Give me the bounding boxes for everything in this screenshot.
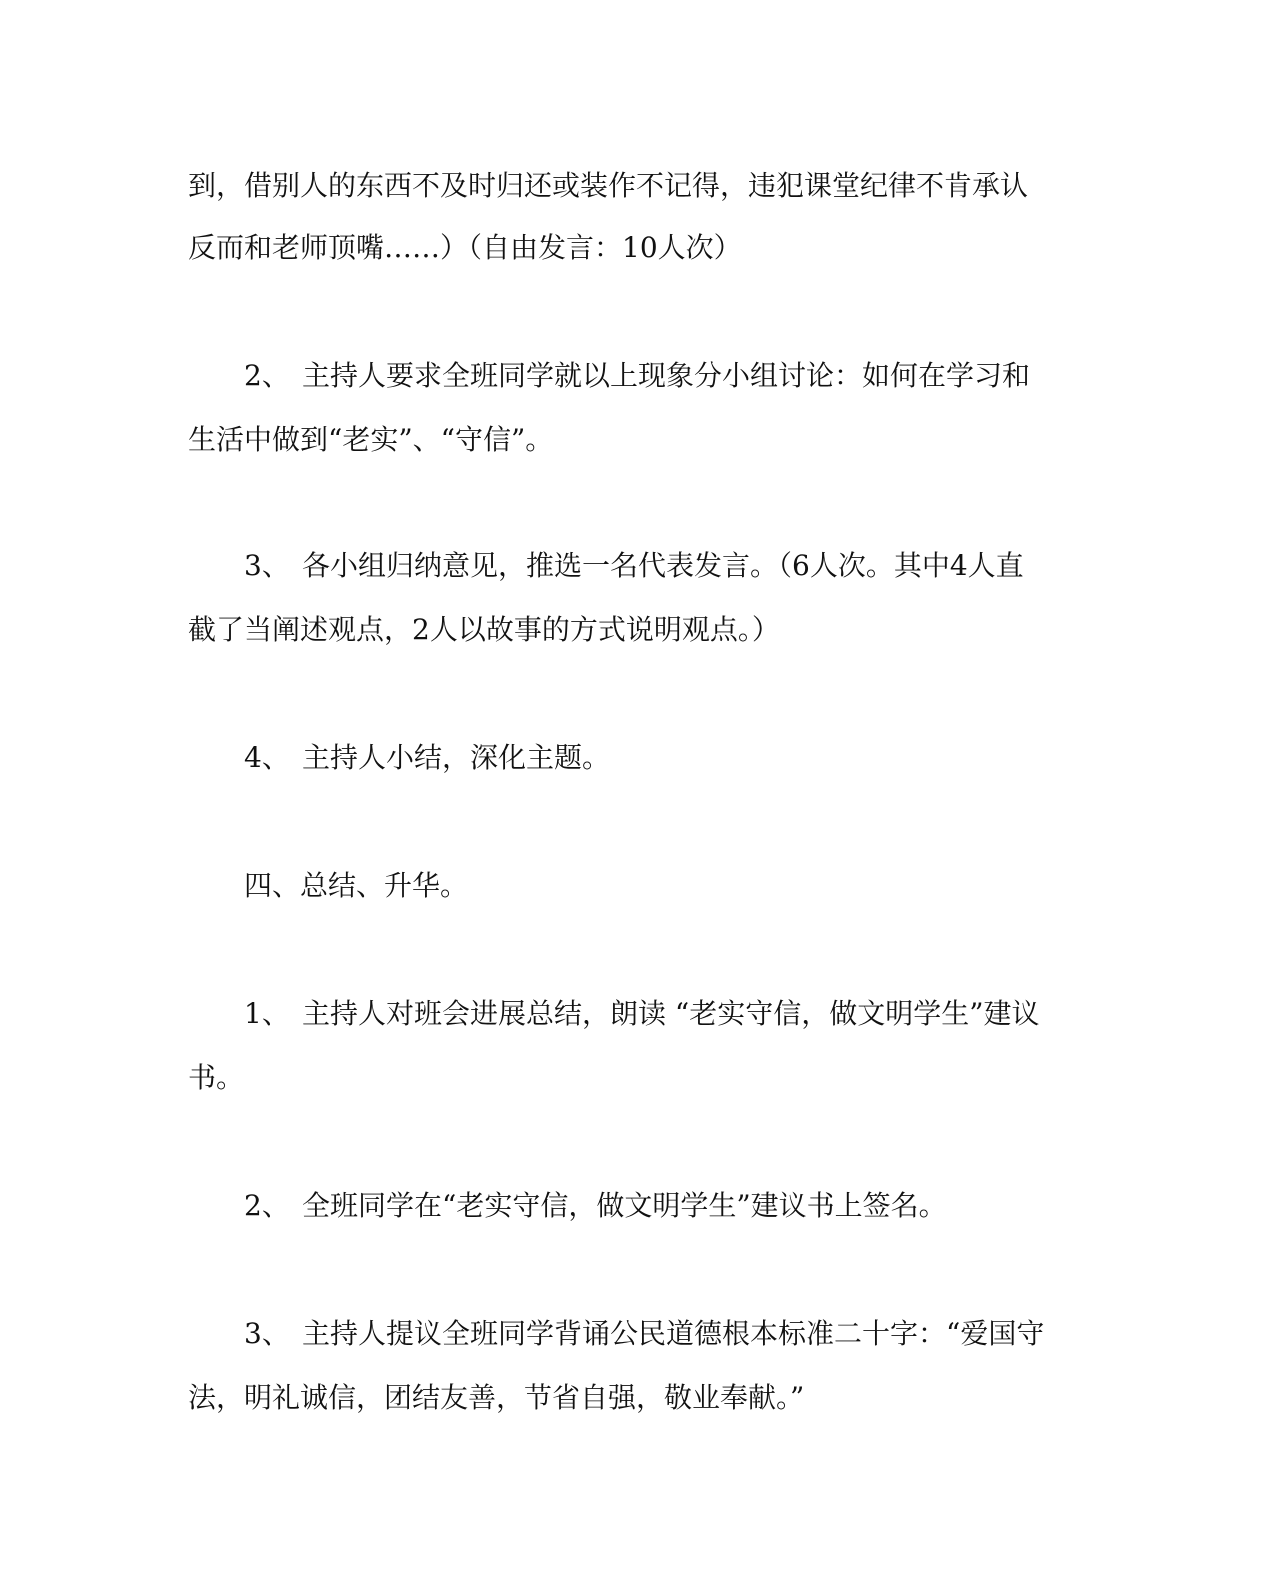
paragraph-line: 反而和老师顶嘴……）（自由发言：10人次） — [188, 231, 742, 264]
item-text: 全班同学在“老实守信，做文明学生”建议书上签名。 — [302, 1189, 947, 1222]
item-text: 主持人要求全班同学就以上现象分小组讨论：如何在学习和 — [302, 359, 1031, 392]
item-text-continued: 截了当阐述观点，2人以故事的方式说明观点。） — [188, 613, 780, 646]
item-number: 3、 — [244, 1317, 290, 1350]
paragraph-line: 到，借别人的东西不及时归还或装作不记得，违犯课堂纪律不肯承认 — [188, 169, 1029, 202]
item-text-continued: 书。 — [188, 1061, 245, 1094]
item-number: 1、 — [244, 997, 290, 1030]
item-number: 2、 — [244, 1189, 290, 1222]
item-text-continued: 生活中做到“老实”、“守信”。 — [188, 423, 554, 456]
item-text: 主持人提议全班同学背诵公民道德根本标准二十字：“爱国守 — [302, 1317, 1045, 1350]
item-number: 4、 — [244, 741, 290, 774]
item-text: 主持人小结，深化主题。 — [302, 741, 611, 774]
item-number: 2、 — [244, 359, 290, 392]
item-number: 3、 — [244, 549, 290, 582]
item-text: 各小组归纳意见，推选一名代表发言。（6人次。其中4人直 — [302, 549, 1024, 582]
item-text: 主持人对班会进展总结，朗读 “老实守信，做文明学生”建议 — [302, 997, 1040, 1030]
item-text-continued: 法，明礼诚信，团结友善，节省自强，敬业奉献。” — [188, 1381, 805, 1414]
section-heading: 四、总结、升华。 — [244, 869, 469, 902]
